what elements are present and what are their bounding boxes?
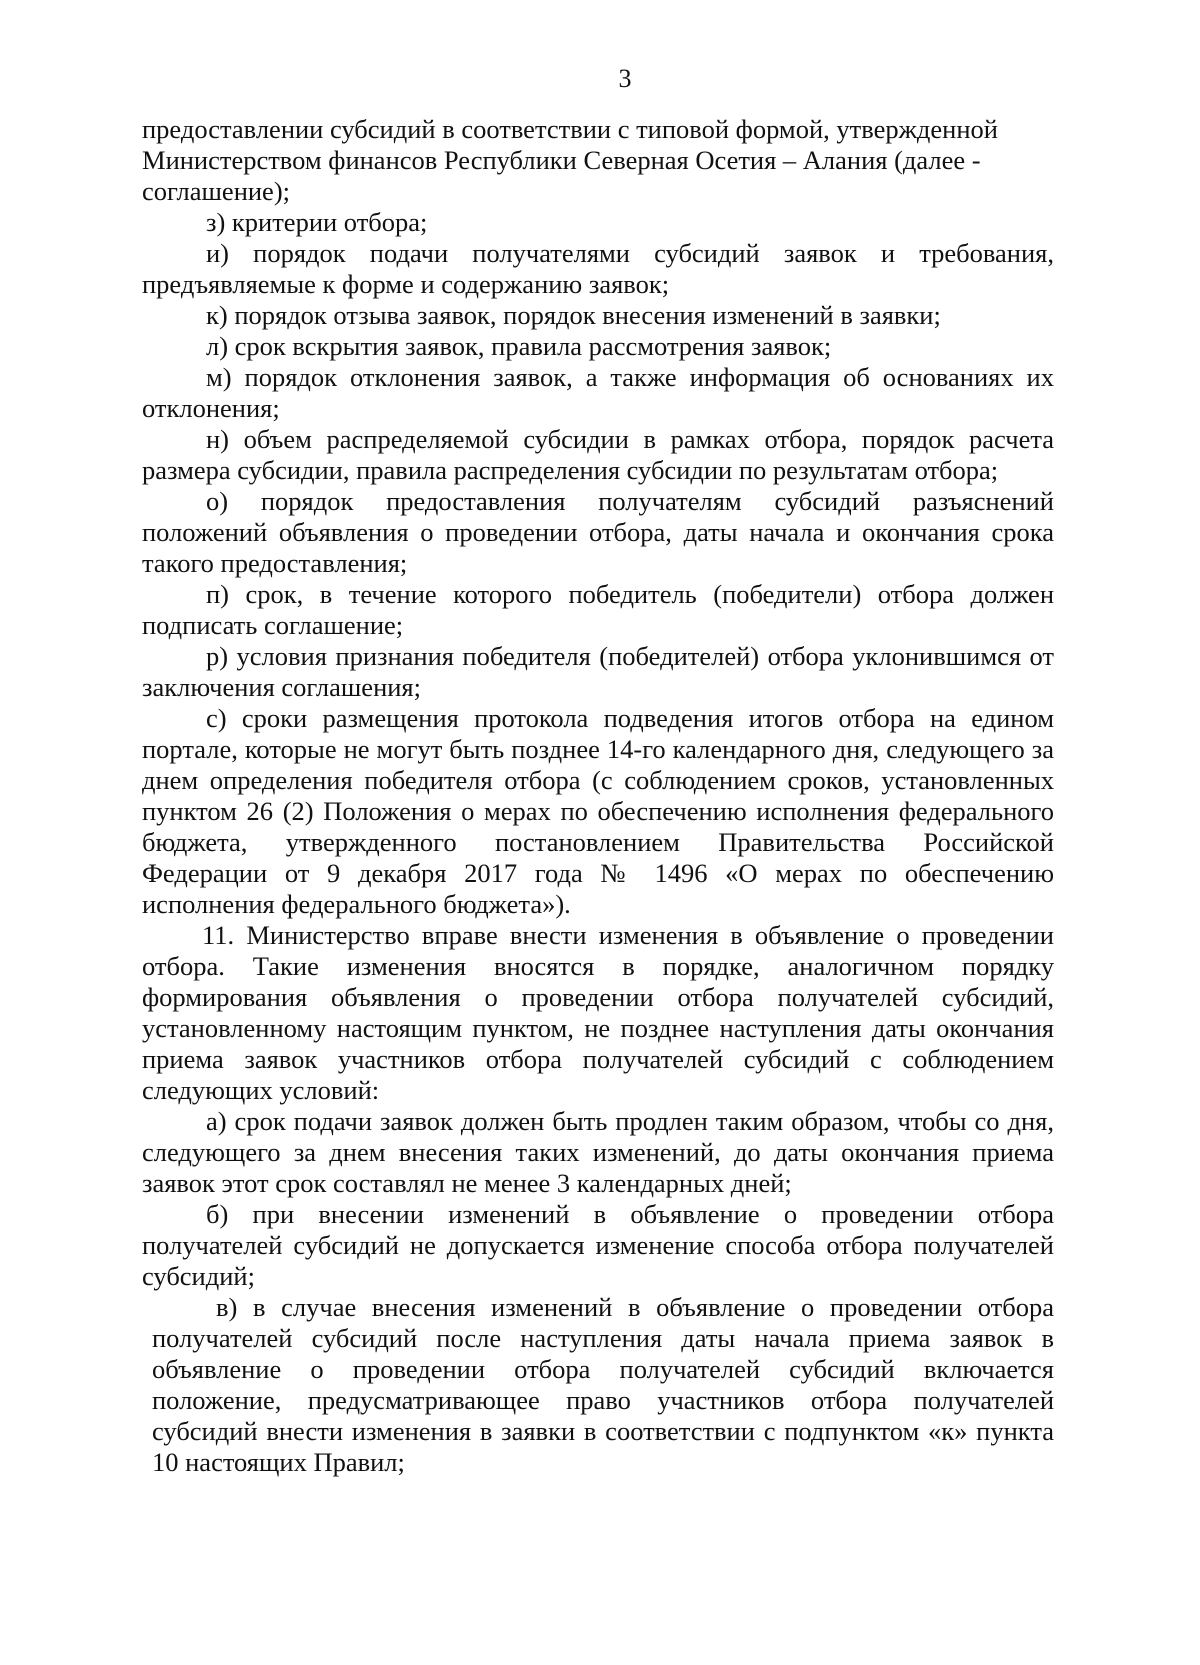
item-z-selection-criteria: з) критерии отбора; [206, 207, 428, 237]
item-p-signing-deadline: п) срок, в течение которого победитель (победители) отбора должен подписать соглашение; [142, 579, 1054, 640]
item-o-clarifications: о) порядок предоставления получателям субсидий разъяснений положений объявления о проведении отбора, даты начала и окончания срока такого предоставления; [142, 486, 1054, 578]
item-i-application-procedure: и) порядок подачи получателями субсидий заявок и требования, предъявляемые к форме и содержанию заявок; [142, 238, 1054, 299]
item-a-deadline-extension: а) срок подачи заявок должен быть продлен таким образом, чтобы со дня, следующего за днем внесения таких изменений, до даты окончания приема заявок этот срок составлял не менее 3 календарных дней; [142, 1106, 1054, 1198]
item-l-opening-deadline: л) срок вскрытия заявок, правила рассмотрения заявок; [206, 331, 832, 361]
item-v-application-changes: в) в случае внесения изменений в объявление о проведении отбора получателей субсидий после наступления даты начала приема заявок в объявление о проведении отбора получателей субсидий включается положение, предусматривающее право участников отбора получателей субсидий внести изменения в заявки в соответствии с подпунктом «к» пункта 10 настоящих Правил; [152, 1292, 1054, 1477]
clause-11-amendments: 11. Министерство вправе внести изменения в объявление о проведении отбора. Такие изменения вносятся в порядке, аналогичном порядку формирования объявления о проведении отбора получателей субсидий, установленному настоящим пунктом, не позднее наступления даты окончания приема заявок участников отбора получателей субсидий с соблюдением следующих условий: [142, 920, 1054, 1105]
item-s-protocol-placement: с) сроки размещения протокола подведения итогов отбора на едином портале, которые не могут быть позднее 14-го календарного дня, следующего за днем определения победителя отбора (с соблюдением сроков, установленных пунктом 26 (2) Положения о мерах по обеспечению исполнения федерального бюджета, утвержденного постановлением Правительства Российской Федерации от 9 декабря 2017 года № 1496 «О мерах по обеспечению исполнения федерального бюджета»). [142, 703, 1054, 919]
item-k-withdrawal-procedure: к) порядок отзыва заявок, порядок внесения изменений в заявки; [206, 300, 941, 330]
paragraph-continuation: предоставлении субсидий в соответствии с типовой формой, утвержденной Министерством финансов Республики Северная Осетия – Алания (далее - соглашение); [142, 114, 998, 206]
item-m-rejection-procedure: м) порядок отклонения заявок, а также информация об основаниях их отклонения; [142, 362, 1054, 423]
item-n-subsidy-volume: н) объем распределяемой субсидии в рамках отбора, порядок расчета размера субсидии, правила распределения субсидии по результатам отбора; [142, 424, 1054, 485]
item-r-evasion-conditions: р) условия признания победителя (победителей) отбора уклонившимся от заключения соглашения; [142, 641, 1054, 702]
document-body [142, 114, 1054, 1478]
item-b-method-change: б) при внесении изменений в объявление о проведении отбора получателей субсидий не допускается изменение способа отбора получателей субсидий; [142, 1199, 1054, 1291]
page-number: 3 [618, 64, 632, 93]
